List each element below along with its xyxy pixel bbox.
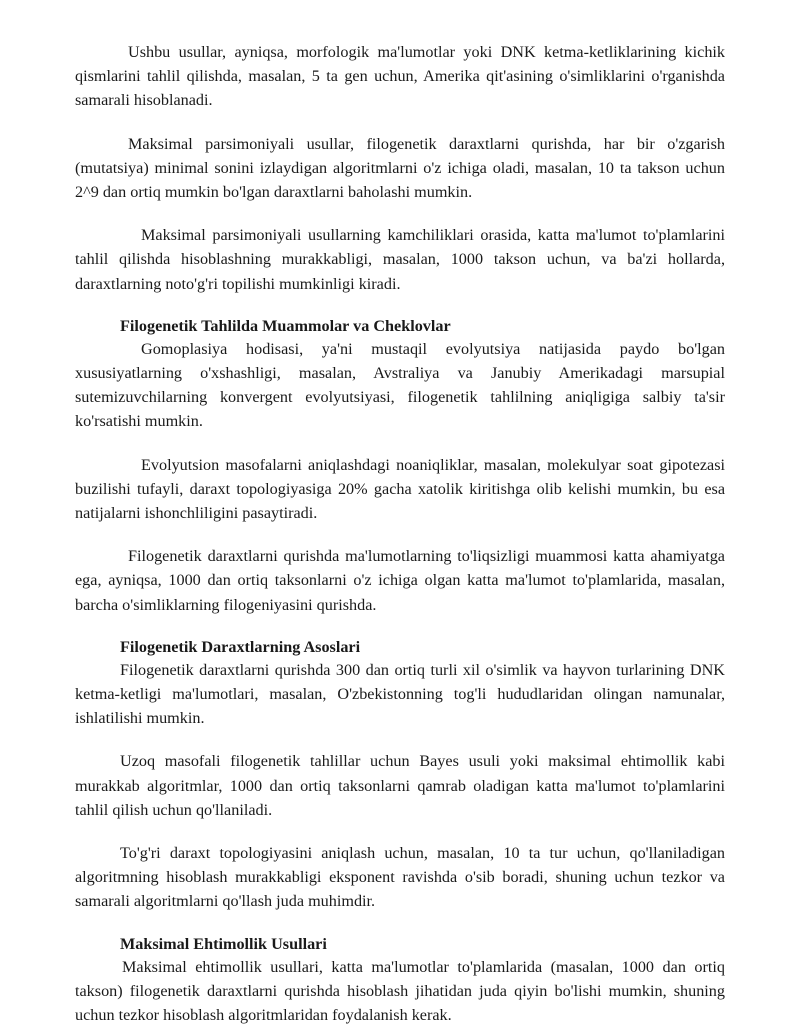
paragraph: Evolyutsion masofalarni aniqlashdagi noaniqliklar, masalan, molekulyar soat gipotezasi buzilishi tufayli, daraxt topologiyasiga 20% gacha xatolik kiritishga olib kelishi mumkin, bu esa natijalarni ishonchliligini pasaytiradi. [75, 455, 725, 523]
paragraph: Uzoq masofali filogenetik tahlillar uchun Bayes usuli yoki maksimal ehtimollik kabi murakkab algoritmlar, 1000 dan ortiq taksonlarni qamrab oladigan katta ma'lumot to'plamlarini tahlil qilish uchun qo'llaniladi. [75, 752, 725, 819]
section-heading: Filogenetik Tahlilda Muammolar va Cheklovlar [120, 316, 451, 335]
paragraph: Maksimal parsimoniyali usullar, filogenetik daraxtlarni qurishda, har bir o'zgarish (mutatsiya) minimal sonini izlaydigan algoritmlarni o'z ichiga oladi, masalan, 10 ta takson uchun 2^9 dan ortiq mumkin bo'lgan daraxtlarni baholashi mumkin. [75, 134, 725, 202]
paragraph: Gomoplasiya hodisasi, ya'ni mustaqil evolyutsiya natijasida paydo bo'lgan xususiyatlarning o'xshashligi, masalan, Avstraliya va Janubiy Amerikadagi marsupial sutemizuvchilarning konvergent evolyutsiyasi, filogenetik tahlilning aniqligiga salbiy ta'sir ko'rsatishi mumkin. [75, 339, 725, 431]
paragraph: Filogenetik daraxtlarni qurishda ma'lumotlarning to'liqsizligi muammosi katta ahamiyatga ega, ayniqsa, 1000 dan ortiq taksonlarni o'z ichiga olgan katta ma'lumot to'plamlarida, masalan, barcha o'simliklarning filogeniyasini qurishda. [75, 547, 725, 614]
paragraph: Maksimal ehtimollik usullari, katta ma'lumotlar to'plamlarida (masalan, 1000 dan ortiq takson) filogenetik daraxtlarni qurishda hisoblash jihatidan juda qiyin bo'lishi mumkin, shuning uchun tezkor hisoblash algoritmlaridan foydalanish kerak. [75, 957, 725, 1025]
paragraph: Maksimal parsimoniyali usullarning kamchiliklari orasida, katta ma'lumot to'plamlarini tahlil qilishda hisoblashning murakkabligi, masalan, 1000 takson uchun, va ba'zi hollarda, daraxtlarning noto'g'ri topilishi mumkinligi kiradi. [75, 226, 725, 293]
paragraph: Ushbu usullar, ayniqsa, morfologik ma'lumotlar yoki DNK ketma-ketliklarining kichik qismlarini tahlil qilishda, masalan, 5 ta gen uchun, Amerika qit'asining o'simliklarini o'rganishda samarali hisoblanadi. [75, 43, 725, 110]
section-heading: Filogenetik Daraxtlarning Asoslari [120, 637, 361, 656]
section-heading: Maksimal Ehtimollik Usullari [120, 934, 327, 953]
paragraph: Filogenetik daraxtlarni qurishda 300 dan ortiq turli xil o'simlik va hayvon turlarining DNK ketma-ketligi ma'lumotlari, masalan, O'zbekistonning tog'li hududlaridan olingan namunalar, ishlatilishi mumkin. [75, 660, 725, 728]
paragraph: To'g'ri daraxt topologiyasini aniqlash uchun, masalan, 10 ta tur uchun, qo'llaniladigan algoritmning hisoblash murakkabligi eksponent ravishda o'sib boradi, shuning uchun tezkor va samarali algoritmlarni qo'llash juda muhimdir. [75, 844, 725, 911]
